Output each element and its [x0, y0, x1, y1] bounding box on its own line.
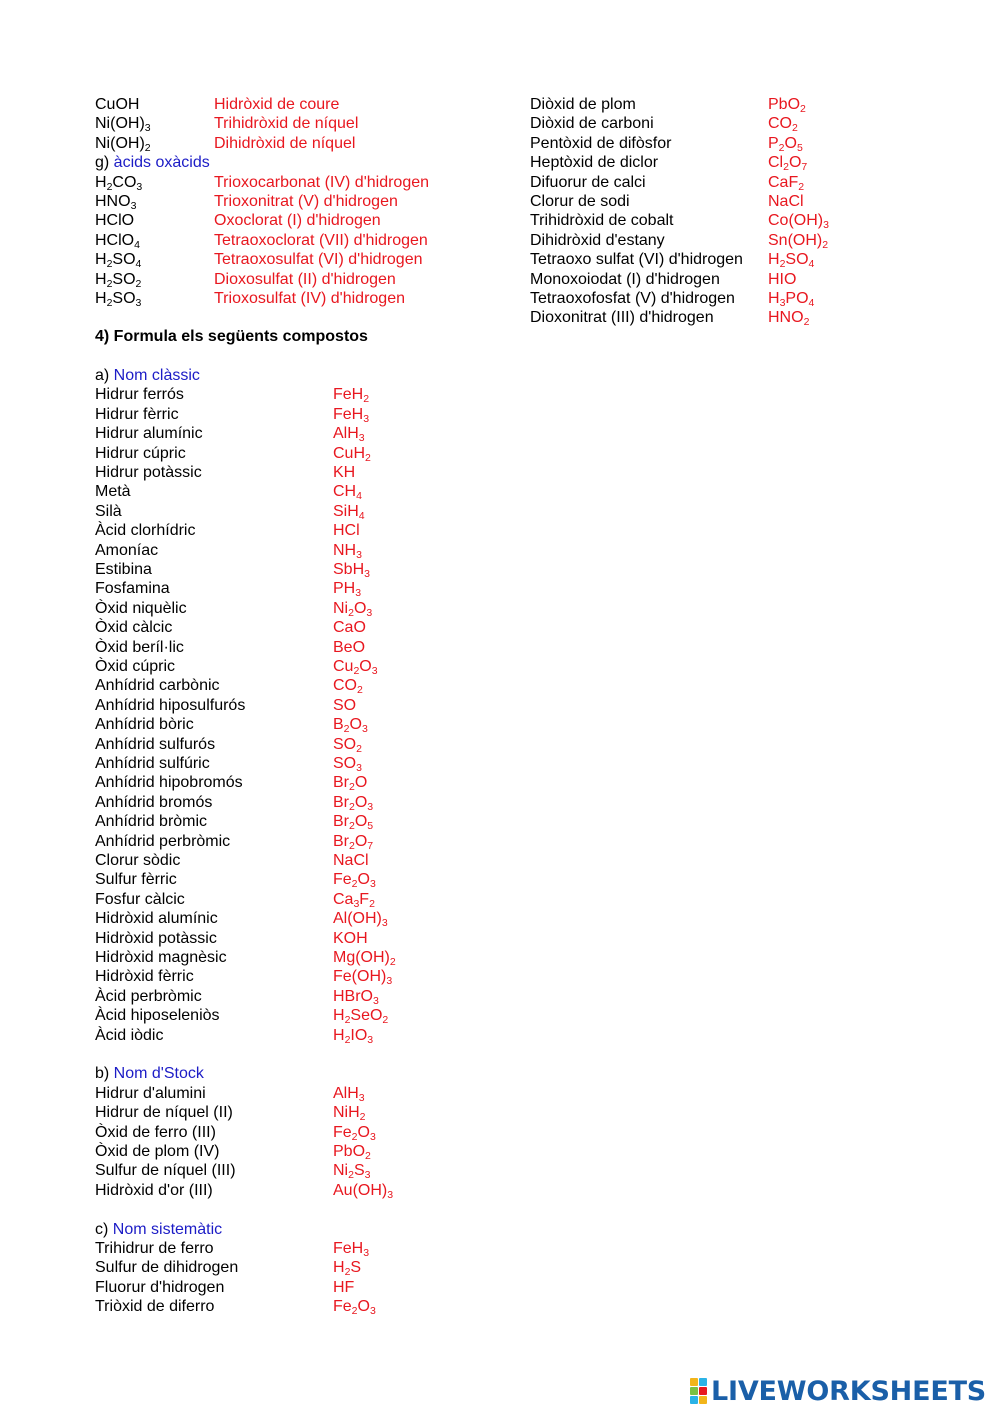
- compound-answer: $Au(OH)_3$: [333, 1181, 394, 1201]
- compound-name: Silà: [95, 502, 122, 520]
- compound-name: Difuorur de calci: [530, 173, 646, 191]
- compound-name: $H_2SO_4$: [95, 251, 142, 271]
- compound-name: Òxid de plom (IV): [95, 1143, 220, 1160]
- section-heading: [95, 366, 200, 385]
- exercise-title: 4) Formula els següents compostos: [95, 328, 368, 345]
- compound-answer: $Br_2O$: [333, 774, 368, 794]
- compound-name: $H_2SO_3$: [95, 290, 142, 309]
- compound-answer: SiH$_4$: [333, 502, 365, 522]
- compound-answer: SO: [333, 696, 357, 714]
- compound-answer: Tetraoxosulfat (VI) d'hidrogen: [214, 251, 423, 269]
- compound-name: Àcid hiposeleniòs: [95, 1007, 220, 1025]
- compound-name: Sulfur de dihidrogen: [95, 1259, 239, 1277]
- logo-text: LIVEWORKSHEETS: [711, 1375, 987, 1407]
- compound-answer: BeO: [333, 638, 366, 656]
- compound-name: Òxid de ferro (III): [95, 1123, 216, 1141]
- compound-name: Hidrur potàssic: [95, 464, 202, 481]
- compound-name: CuOH: [95, 96, 140, 113]
- compound-name: Hidrur de níquel (II): [95, 1104, 233, 1122]
- compound-answer: $H_3PO_4$: [768, 290, 815, 309]
- compound-name: Clorur sòdic: [95, 852, 181, 869]
- compound-answer: AlH$_3$: [333, 425, 365, 445]
- compound-answer: Dihidròxid de níquel: [214, 134, 356, 152]
- compound-answer: FeH$_3$: [333, 1240, 370, 1259]
- compound-name: Metà: [95, 483, 131, 501]
- compound-name: Òxid cúpric: [95, 658, 176, 675]
- compound-name: HClO$_4$: [95, 231, 140, 251]
- compound-name: Tetraoxo sulfat (VI) d'hidrogen: [530, 251, 743, 269]
- compound-name: Àcid perbròmic: [95, 987, 202, 1005]
- compound-name: $Ni(OH)_3$: [95, 115, 151, 135]
- compound-name: Fluorur d'hidrogen: [95, 1278, 225, 1296]
- compound-answer: Trioxonitrat (V) d'hidrogen: [214, 193, 398, 210]
- compound-answer: Trioxosulfat (IV) d'hidrogen: [214, 290, 405, 307]
- compound-answer: $Ni_2S_3$: [333, 1162, 371, 1182]
- compound-answer: $Ni_2O_3$: [333, 599, 373, 619]
- compound-name: Tetraoxofosfat (V) d'hidrogen: [530, 290, 735, 307]
- compound-name: Dihidròxid d'estany: [530, 231, 665, 249]
- compound-name: Pentòxid de difòsfor: [530, 134, 672, 152]
- compound-answer: $Br_2O_3$: [333, 793, 374, 813]
- compound-name: Diòxid de plom: [530, 96, 636, 113]
- compound-answer: $Fe(OH)_3$: [333, 968, 393, 988]
- compound-name: Trihidrur de ferro: [95, 1240, 214, 1257]
- compound-answer: $NH_3$: [333, 541, 362, 561]
- compound-answer: $CH_4$: [333, 483, 362, 503]
- section-heading: [95, 1064, 204, 1083]
- compound-answer: $PH_3$: [333, 580, 362, 600]
- compound-name: Sulfur de níquel (III): [95, 1162, 236, 1180]
- compound-name: Dioxonitrat (III) d'hidrogen: [530, 309, 714, 327]
- compound-name: $H_2SO_2$: [95, 270, 142, 290]
- compound-name: Hidròxid potàssic: [95, 929, 217, 947]
- section-heading: [95, 153, 210, 172]
- compound-name: Anhídrid carbònic: [95, 677, 220, 695]
- compound-answer: $SO_3$: [333, 755, 362, 774]
- section-prefix: b): [95, 1065, 114, 1083]
- compound-name: Anhídrid perbròmic: [95, 832, 231, 850]
- compound-answer: FeH$_2$: [333, 386, 370, 406]
- compound-answer: FeH$_3$: [333, 405, 370, 425]
- section-prefix: g): [95, 154, 114, 172]
- compound-name: Anhídrid hiposulfurós: [95, 696, 246, 714]
- compound-answer: $Fe_2O_3$: [333, 1123, 376, 1143]
- compound-answer: CaO: [333, 619, 366, 637]
- compound-name: Hidrur cúpric: [95, 444, 186, 462]
- compound-answer: PbO$_2$: [768, 96, 806, 115]
- compound-name: HClO: [95, 212, 135, 230]
- section-label: Nom sistemàtic: [112, 1220, 223, 1238]
- section-label: àcids oxàcids: [113, 154, 210, 172]
- compound-name: Hidròxid d'or (III): [95, 1181, 213, 1199]
- compound-answer: $HNO_2$: [768, 309, 810, 329]
- compound-name: Fosfamina: [95, 580, 170, 598]
- compound-answer: $Cu_2O_3$: [333, 658, 378, 677]
- compound-name: Hidrur d'alumini: [95, 1084, 206, 1102]
- section-prefix: c): [95, 1220, 113, 1238]
- compound-answer: HIO: [768, 270, 797, 288]
- compound-answer: PbO$_2$: [333, 1143, 371, 1162]
- compound-answer: Trioxocarbonat (IV) d'hidrogen: [214, 173, 430, 191]
- compound-name: Àcid clorhídric: [95, 522, 196, 540]
- compound-name: Clorur de sodi: [530, 193, 630, 210]
- compound-name: Anhídrid sulfurós: [95, 735, 216, 753]
- compound-name: Anhídrid sulfúric: [95, 755, 210, 772]
- compound-answer: $Br_2O_5$: [333, 813, 374, 833]
- liveworksheets-logo: [690, 1376, 986, 1406]
- compound-answer: $H_2S$: [333, 1259, 362, 1279]
- compound-name: Hidròxid magnèsic: [95, 949, 227, 966]
- compound-name: Àcid iòdic: [95, 1026, 164, 1044]
- compound-name: Anhídrid hipobromós: [95, 774, 243, 792]
- compound-answer: Hidròxid de coure: [214, 96, 340, 113]
- compound-name: Monoxoiodat (I) d'hidrogen: [530, 270, 720, 288]
- compound-name: Fosfur càlcic: [95, 890, 185, 908]
- section-heading: [95, 1220, 222, 1239]
- compound-answer: $P_2O_5$: [768, 134, 803, 154]
- compound-name: Sulfur fèrric: [95, 871, 177, 889]
- compound-answer: $Al(OH)_3$: [333, 910, 388, 930]
- compound-answer: $H_2IO_3$: [333, 1026, 374, 1046]
- compound-name: Estibina: [95, 561, 152, 578]
- compound-name: Heptòxid de diclor: [530, 154, 659, 172]
- compound-answer: CuH$_2$: [333, 444, 371, 464]
- compound-answer: CaF$_2$: [768, 173, 805, 193]
- compound-answer: Dioxosulfat (II) d'hidrogen: [214, 270, 396, 288]
- compound-name: Diòxid de carboni: [530, 115, 654, 133]
- compound-answer: HBrO$_3$: [333, 987, 379, 1007]
- compound-answer: $Co(OH)_3$: [768, 212, 829, 232]
- compound-answer: $Ca_3F_2$: [333, 890, 375, 910]
- compound-answer: $Fe_2O_3$: [333, 871, 376, 891]
- compound-name: Hidrur ferrós: [95, 386, 184, 404]
- compound-name: Trihidròxid de cobalt: [530, 212, 674, 230]
- compound-answer: HF: [333, 1278, 355, 1296]
- compound-name: Anhídrid bromós: [95, 793, 213, 811]
- compound-answer: KH: [333, 464, 356, 481]
- compound-answer: NiH$_2$: [333, 1104, 366, 1124]
- compound-name: Òxid càlcic: [95, 619, 173, 637]
- compound-name: Òxid niquèlic: [95, 599, 187, 617]
- compound-answer: $Sn(OH)_2$: [768, 231, 829, 251]
- compound-name: $HNO_3$: [95, 193, 137, 212]
- compound-name: Hidròxid alumínic: [95, 910, 218, 928]
- compound-name: Triòxid de diferro: [95, 1298, 215, 1316]
- compound-answer: $B_2O_3$: [333, 716, 368, 736]
- compound-answer: $CO_2$: [333, 677, 363, 697]
- compound-answer: $H_2SO_4$: [768, 251, 815, 271]
- section-label: Nom d'Stock: [113, 1065, 204, 1083]
- compound-answer: Trihidròxid de níquel: [214, 115, 359, 133]
- compound-name: Hidrur alumínic: [95, 425, 203, 443]
- compound-answer: $Br_2O_7$: [333, 832, 374, 852]
- compound-name: $H_2CO_3$: [95, 173, 143, 193]
- compound-answer: $Fe_2O_3$: [333, 1298, 376, 1318]
- compound-answer: Tetraoxoclorat (VII) d'hidrogen: [214, 231, 428, 249]
- compound-answer: $CO_2$: [768, 115, 798, 135]
- compound-answer: NaCl: [333, 852, 369, 869]
- section-label: Nom clàssic: [113, 367, 200, 384]
- compound-name: $Ni(OH)_2$: [95, 134, 151, 154]
- compound-name: Amoníac: [95, 541, 159, 559]
- compound-answer: AlH$_3$: [333, 1084, 365, 1104]
- compound-name: Anhídrid bròmic: [95, 813, 208, 831]
- compound-answer: KOH: [333, 929, 368, 947]
- compound-answer: $Cl_2O_7$: [768, 154, 808, 174]
- compound-answer: Oxoclorat (I) d'hidrogen: [214, 212, 381, 230]
- compound-name: Hidrur fèrric: [95, 405, 179, 423]
- liveworksheets-mark-icon: [690, 1378, 707, 1404]
- compound-name: Hidròxid fèrric: [95, 968, 194, 986]
- compound-name: Anhídrid bòric: [95, 716, 194, 734]
- compound-answer: $H_2SeO_2$: [333, 1007, 389, 1027]
- section-prefix: a): [95, 367, 114, 384]
- compound-answer: HCl: [333, 522, 360, 540]
- compound-answer: NaCl: [768, 193, 804, 210]
- compound-answer: $Mg(OH)_2$: [333, 949, 396, 968]
- compound-name: Òxid beríl·lic: [95, 638, 184, 656]
- compound-answer: $SO_2$: [333, 735, 362, 755]
- compound-answer: SbH$_3$: [333, 561, 370, 580]
